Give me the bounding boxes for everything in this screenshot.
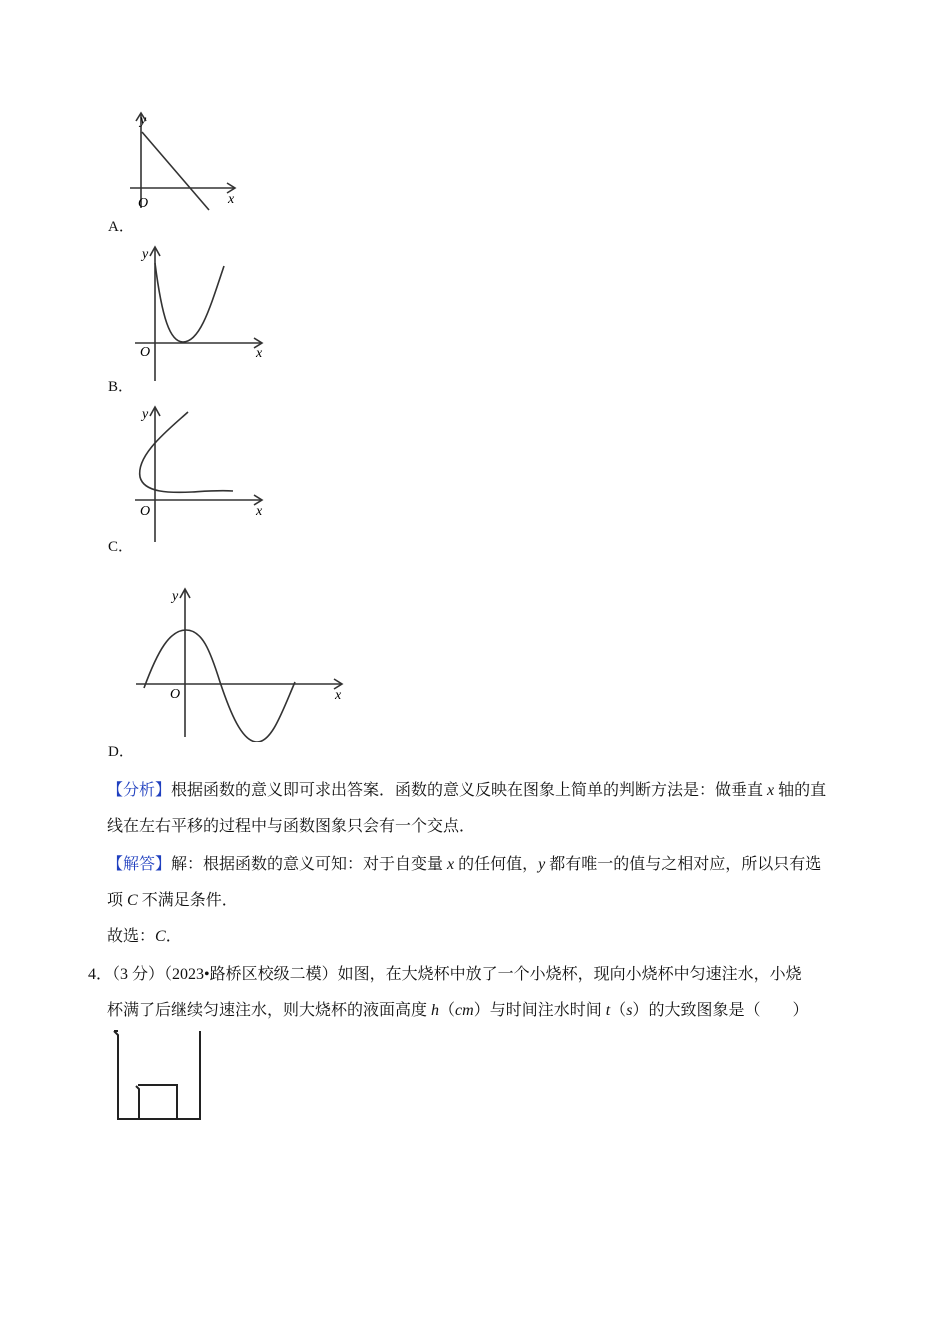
solution-tag: 【解答】 <box>107 856 172 873</box>
x-axis-label: x <box>335 688 342 703</box>
option-d-graph <box>130 582 355 742</box>
question-var-h: h <box>431 1002 440 1019</box>
beaker-figure <box>112 1028 207 1123</box>
solution-paragraph <box>107 847 867 955</box>
option-d-label[interactable]: D． <box>108 744 134 760</box>
option-a-label[interactable]: A． <box>108 219 134 235</box>
question-unit-s-close: ） <box>632 1002 649 1019</box>
parabola-curve <box>155 263 224 342</box>
solution-choice-suffix: ． <box>165 928 182 945</box>
question-unit-s-open: （ <box>610 1002 627 1019</box>
origin-label: O <box>138 196 149 211</box>
option-b-graph <box>130 238 270 383</box>
question-line2-a: 杯满了后继续匀速注水，则大烧杯的液面高度 <box>107 1002 432 1019</box>
solution-line2-b: 不满足条件． <box>137 892 238 909</box>
option-c-graph <box>130 400 270 545</box>
solution-choice <box>107 919 867 955</box>
solution-var-x: x <box>447 856 455 873</box>
origin-label: O <box>170 687 181 702</box>
x-axis-label: x <box>256 346 263 361</box>
analysis-line-1 <box>107 773 867 809</box>
analysis-paragraph <box>107 773 867 845</box>
question-4-line-2 <box>88 993 868 1029</box>
large-beaker <box>114 1031 200 1119</box>
option-a-graph <box>120 108 250 218</box>
y-axis-label: y <box>142 407 149 422</box>
question-unit-cm-close: ） <box>473 1002 490 1019</box>
sine-wave-curve <box>144 630 295 742</box>
question-score: （3 分） <box>112 966 165 983</box>
origin-label: O <box>140 345 151 360</box>
analysis-tag: 【分析】 <box>107 782 172 799</box>
question-var-t: t <box>605 1002 611 1019</box>
solution-text-1: 解：根据函数的意义可知：对于自变量 <box>171 856 448 873</box>
linear-function-curve <box>142 132 209 210</box>
solution-line2-a: 项 <box>107 892 128 909</box>
solution-choice-prefix: 故选： <box>107 928 156 945</box>
question-4-line-1 <box>88 957 868 993</box>
question-unit-s: s <box>626 1002 633 1019</box>
question-unit-cm: cm <box>455 1002 474 1019</box>
question-unit-cm-open: （ <box>439 1002 456 1019</box>
question-line2-b: 与时间注水时间 <box>489 1002 606 1019</box>
solution-var-c: C <box>127 892 138 909</box>
question-line2-c: 的大致图象是（ ） <box>648 1002 809 1019</box>
solution-line-2 <box>107 883 867 919</box>
question-4 <box>88 957 868 1029</box>
analysis-line-2: 线在左右平移的过程中与函数图象只会有一个交点． <box>107 818 476 835</box>
small-beaker <box>136 1085 177 1119</box>
analysis-text-1: 根据函数的意义即可求出答案．函数的意义反映在图象上简单的判断方法是：做垂直 <box>171 782 768 799</box>
question-text-1: 如图，在大烧杯中放了一个小烧杯，现向小烧杯中匀速注水，小烧 <box>337 966 802 983</box>
solution-var-y: y <box>538 856 546 873</box>
solution-line-1 <box>107 847 867 883</box>
question-number: 4． <box>88 966 113 983</box>
origin-label: O <box>140 504 151 519</box>
non-function-curve <box>140 412 233 492</box>
solution-text-2: 的任何值， <box>454 856 539 873</box>
y-axis-label: y <box>142 247 149 262</box>
x-axis-label: x <box>256 504 263 519</box>
question-source: （2023•路桥区校级二模） <box>164 966 338 983</box>
analysis-var-x: x <box>767 782 775 799</box>
option-b-label[interactable]: B． <box>108 379 134 395</box>
x-axis-label: x <box>228 192 235 207</box>
analysis-text-2: 轴的直 <box>774 782 827 799</box>
solution-text-3: 都有唯一的值与之相对应，所以只有选 <box>545 856 822 873</box>
y-axis-label: y <box>140 113 147 128</box>
option-c-label[interactable]: C． <box>108 539 134 555</box>
solution-choice-value: C <box>155 928 166 945</box>
y-axis-label: y <box>172 589 179 604</box>
